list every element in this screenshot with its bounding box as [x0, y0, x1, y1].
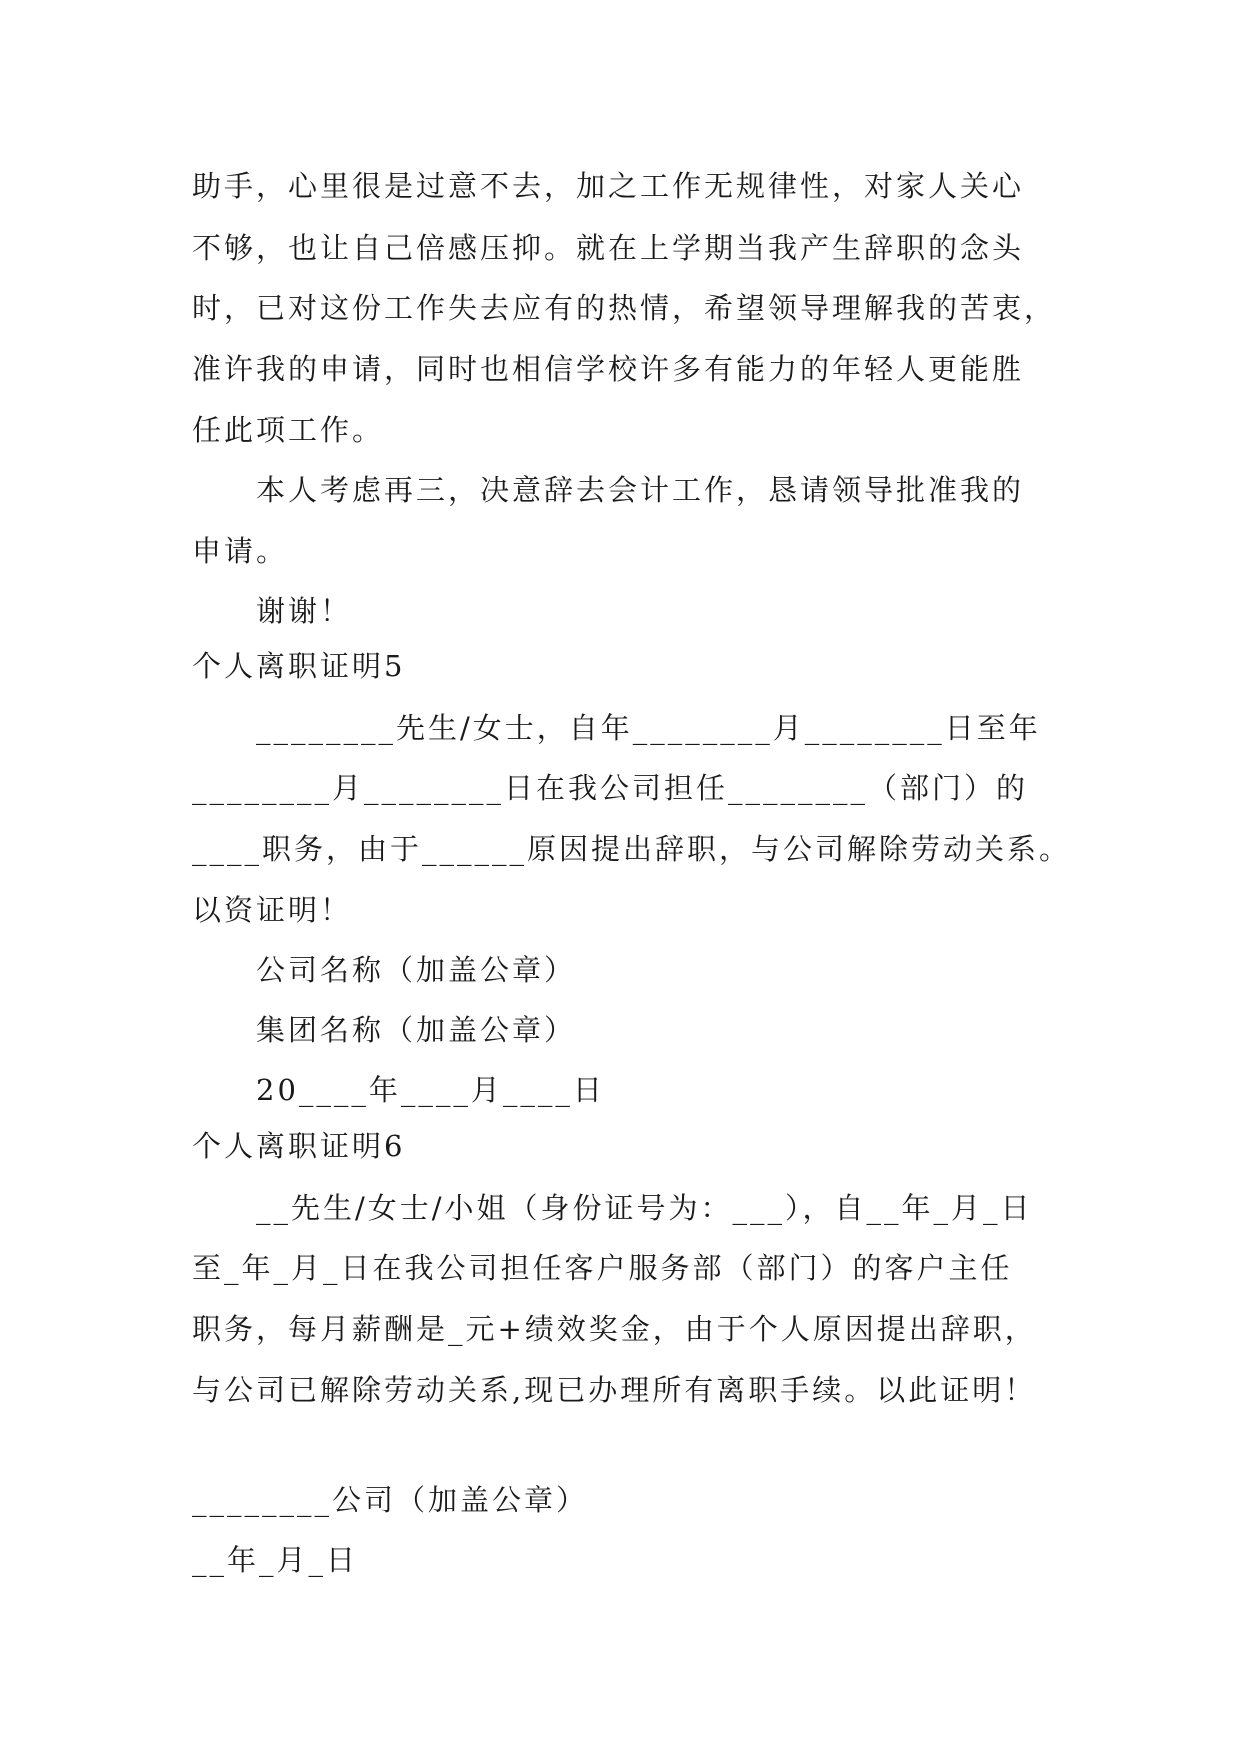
thanks-text: 谢谢！	[256, 594, 353, 628]
paragraph-line: 申请。	[192, 534, 289, 568]
group-signature: 集团名称（加盖公章）	[256, 1013, 577, 1047]
company-signature: ________公司（加盖公章）	[192, 1483, 589, 1517]
certificate-line: 与公司已解除劳动关系,现已办理所有离职手续。以此证明！	[192, 1373, 1037, 1407]
certificate-line: 至_年_月_日在我公司担任客户服务部（部门）的客户主任	[192, 1251, 1013, 1285]
paragraph-line: 时，已对这份工作失去应有的热情，希望领导理解我的苦衷，	[192, 291, 1057, 325]
certificate-line: ________先生/女士，自年________月________日至年	[256, 711, 1041, 745]
certificate-line: ________月________日在我公司担任________（部门）的	[192, 771, 1029, 805]
paragraph-line: 任此项工作。	[192, 413, 385, 447]
section-heading: 个人离职证明6	[192, 1129, 406, 1163]
paragraph-line: 不够，也让自己倍感压抑。就在上学期当我产生辞职的念头	[192, 231, 1025, 265]
paragraph-line: 本人考虑再三，决意辞去会计工作，恳请领导批准我的	[256, 473, 1025, 507]
certificate-line: __先生/女士/小姐（身份证号为：___），自__年_月_日	[256, 1191, 1033, 1225]
date-line: __年_月_日	[192, 1543, 359, 1577]
certificate-line: 以资证明！	[192, 893, 353, 927]
paragraph-line: 准许我的申请，同时也相信学校许多有能力的年轻人更能胜	[192, 352, 1025, 386]
certificate-line: ____职务，由于______原因提出辞职，与公司解除劳动关系。	[192, 832, 1072, 866]
certificate-line: 职务，每月薪酬是_元+绩效奖金，由于个人原因提出辞职，	[192, 1312, 1037, 1346]
section-heading: 个人离职证明5	[192, 649, 406, 683]
paragraph-line: 助手，心里很是过意不去，加之工作无规律性，对家人关心	[192, 169, 1025, 203]
date-line: 20____年____月____日	[256, 1073, 605, 1107]
company-signature: 公司名称（加盖公章）	[256, 953, 577, 987]
